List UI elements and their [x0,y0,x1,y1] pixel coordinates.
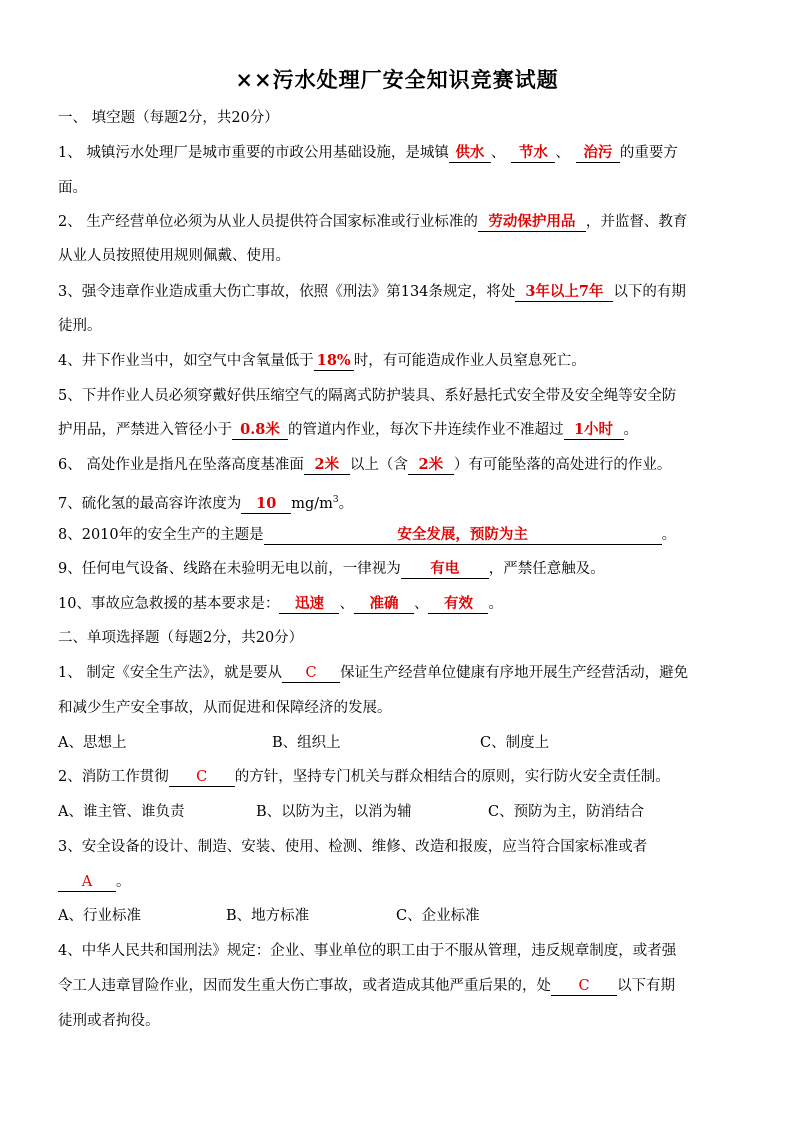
separator: 、 [339,596,354,612]
question-text: 以下的有期 [613,284,686,300]
question-text: 护用品，严禁进入管径小于 [58,422,232,438]
answer-blank: A [58,873,116,892]
separator: 、 [555,145,570,161]
choice-question-3-line-1: 3、安全设备的设计、制造、安装、使用、检测、维修、改造和报废，应当符合国家标准或者 [58,839,648,855]
option-b: B、组织上 [272,735,341,751]
choice-question-4-line-3: 徒刑或者拘役。 [58,1013,160,1029]
question-3-line-2: 徒刑。 [58,318,102,334]
answer-blank: 2米 [304,456,350,475]
question-text: ，并监督、教育 [585,214,688,230]
question-text: 。 [488,596,503,612]
question-5-line-1: 5、下井作业人员必须穿戴好供压缩空气的隔离式防护装具、系好悬托式安全带及安全绳等安全防 [58,388,677,404]
option-a: A、谁主管、谁负责 [58,804,185,820]
answer-blank: 供水 [449,144,491,163]
choice-question-1-line-2: 和减少生产安全事故，从而促进和保障经济的发展。 [58,700,392,716]
answer-blank: 2米 [408,456,454,475]
choice-question-4-line-2 [58,976,675,996]
answer-blank: C [169,768,235,787]
answer-blank: 劳动保护用品 [478,213,586,232]
option-c: C、预防为主，防消结合 [488,804,645,820]
question-text: ）有可能坠落的高处进行的作业。 [453,457,672,473]
question-3-line-1 [58,282,686,302]
question-text: 8、2010年的安全生产的主题是 [58,527,264,543]
question-text: 的管道内作业，每次下井连续作业不准超过 [288,422,564,438]
choice-question-2-options [58,802,644,822]
answer-blank: 3年以上7年 [515,283,613,302]
answer-blank: 有效 [428,595,488,614]
question-text: 的重要方 [619,145,678,161]
section-header-single-choice: 二、单项选择题（每题2分，共20分） [58,630,304,646]
separator: 、 [490,145,506,161]
choice-question-3-options [58,906,480,926]
option-c: C、企业标准 [396,908,480,924]
question-5-line-2 [58,420,638,440]
question-text: 3、强令违章作业造成重大伤亡事故，依照《刑法》第134条规定，将处 [58,284,516,300]
question-text: 保证生产经营单位健康有序地开展生产经营活动，避免 [340,665,689,681]
choice-question-3-line-2 [58,872,131,892]
question-text: 的方针，坚持专门机关与群众相结合的原则，实行防火安全责任制。 [234,769,670,785]
answer-blank: 有电 [401,560,489,579]
page-title: ××污水处理厂安全知识竞赛试题 [235,67,559,92]
separator: 、 [413,596,429,612]
question-text: 2、 生产经营单位必须为从业人员提供符合国家标准或行业标准的 [58,214,478,230]
question-text: 以上（含 [349,457,408,473]
answer-blank: 准确 [354,595,414,614]
answer-blank: 1小时 [564,421,624,440]
question-text: 9、任何电气设备、线路在未验明无电以前，一律视为 [58,561,401,577]
unit-superscript: 3 [332,495,339,505]
question-text: 1、 城镇污水处理厂是城市重要的市政公用基础设施，是城镇 [58,145,449,161]
question-text: 4、井下作业当中，如空气中含氧量低于 [58,353,314,369]
question-text: 令工人违章冒险作业，因而发生重大伤亡事故，或者造成其他严重后果的，处 [58,978,551,994]
choice-question-1-options [58,733,549,753]
question-text: 以下有期 [617,978,675,994]
question-4 [58,351,586,371]
option-b: B、地方标准 [226,908,310,924]
choice-question-2 [58,767,670,787]
option-c: C、制度上 [480,735,550,751]
question-2-line-2: 从业人员按照使用规则佩戴、使用。 [58,248,290,264]
unit-text: mg/m [291,495,333,512]
choice-question-4-line-1: 4、中华人民共和国刑法》规定：企业、事业单位的职工由于不服从管理，违反规章制度，或者强 [58,943,677,959]
question-text: 10、事故应急救援的基本要求是： [58,596,280,612]
question-text: ，严禁任意触及。 [488,561,605,577]
question-text: 7、硫化氢的最高容许浓度为 [58,495,242,512]
question-text: 。 [116,874,131,890]
option-a: A、思想上 [58,735,127,751]
answer-blank: C [551,977,617,996]
question-text: 2、消防工作贯彻 [58,769,169,785]
section-header-fill-blank: 一、 填空题（每题2分，共20分） [58,110,279,126]
question-text: 。 [623,422,638,438]
question-6 [58,455,671,475]
choice-question-1-line-1 [58,663,688,683]
question-7 [58,490,353,514]
question-1-line-1 [58,143,678,163]
answer-blank: 迅速 [279,595,339,614]
question-2-line-1 [58,212,687,232]
question-text: 。 [338,495,354,512]
answer-blank: 治污 [576,144,620,163]
question-8 [58,525,676,545]
answer-blank: C [282,664,340,683]
question-text: 时，有可能造成作业人员窒息死亡。 [353,353,586,369]
question-9 [58,559,605,579]
option-a: A、行业标准 [58,908,141,924]
answer-blank: 10 [241,495,291,514]
question-text: 。 [661,527,677,543]
question-10 [58,594,503,614]
answer-blank: 18% [314,352,354,371]
question-text: 6、 高处作业是指凡在坠落高度基准面 [58,457,304,473]
question-1-line-2: 面。 [58,180,87,196]
answer-blank: 安全发展，预防为主 [264,526,662,545]
answer-blank: 节水 [511,144,555,163]
question-text: 1、 制定《安全生产法》，就是要从 [58,665,283,681]
answer-blank: 0.8米 [232,421,288,440]
option-b: B、以防为主，以消为辅 [256,804,412,820]
